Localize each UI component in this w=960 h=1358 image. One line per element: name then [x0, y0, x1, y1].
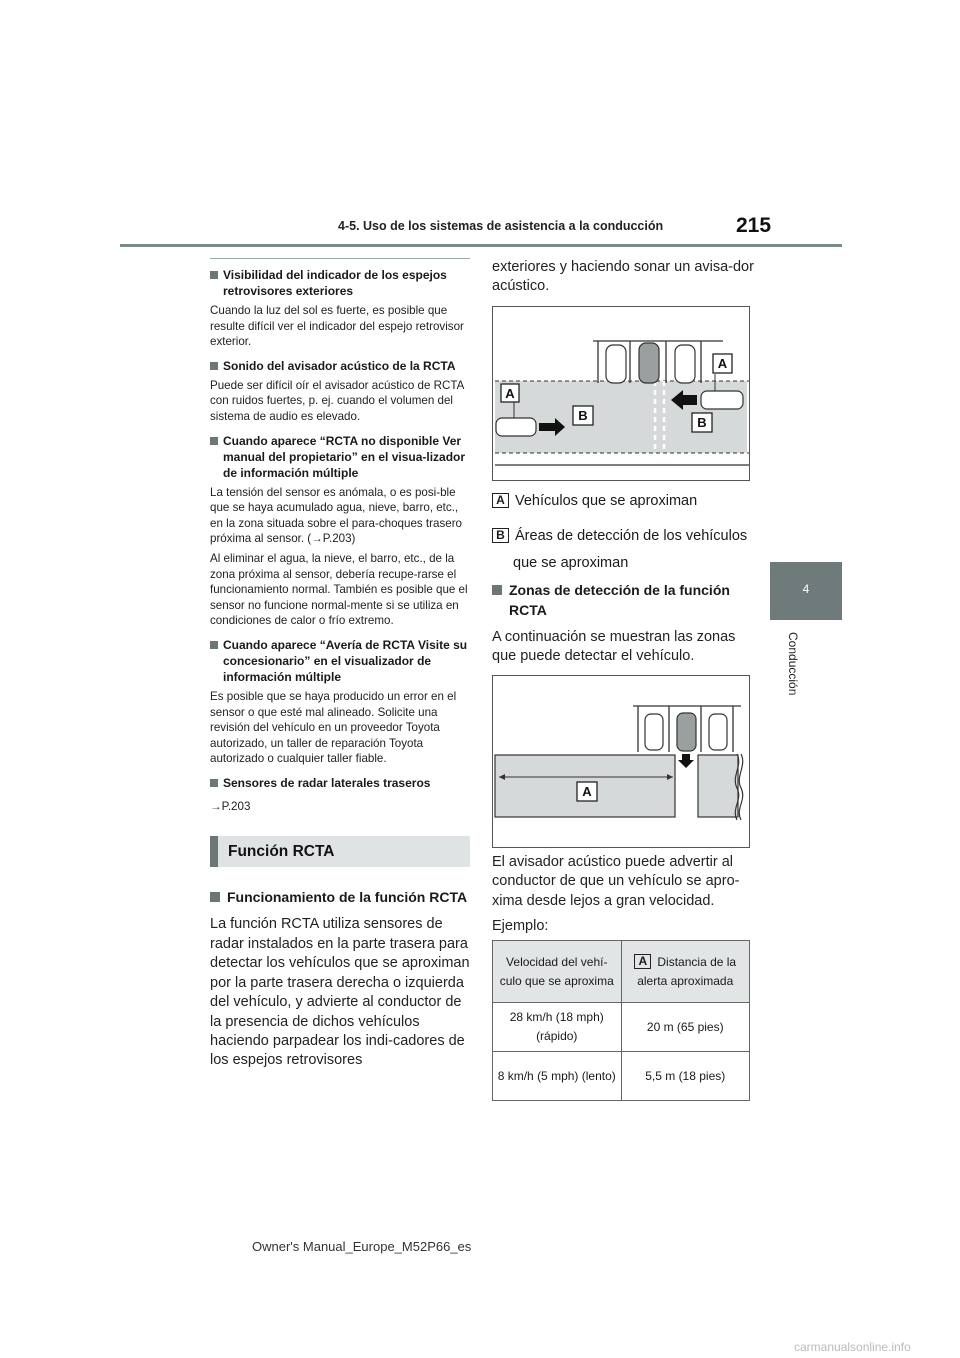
watermark: carmanualsonline.info — [794, 1340, 911, 1354]
table-cell-distance: 20 m (65 pies) — [621, 1003, 750, 1052]
square-bullet-icon — [492, 585, 502, 595]
table-header-row — [493, 941, 750, 1003]
page-reference-link[interactable]: →P.203 — [210, 799, 251, 813]
chapter-tab-number: 4 — [802, 582, 810, 596]
table-row — [493, 1052, 750, 1101]
zones-heading: Zonas de detección de la función RCTA — [492, 580, 754, 620]
section-heading: Función RCTA — [210, 836, 470, 867]
legend-item-b-continued: que se aproximan — [513, 555, 629, 571]
legend-item-a: A Vehículos que se aproximan — [492, 492, 754, 511]
square-bullet-icon — [210, 641, 218, 649]
table-cell-speed: 28 km/h (18 mph) (rápido) — [493, 1003, 622, 1052]
figure-label-a: A — [582, 784, 592, 799]
right-column — [492, 258, 754, 297]
alert-text: El avisador acústico puede advertir al conductor de que un vehículo se apro-xima desde lejos a gran velocidad. — [492, 854, 740, 909]
square-bullet-icon — [210, 779, 218, 787]
table-header-speed: Velocidad del vehí-culo que se aproxima — [493, 941, 622, 1003]
table-cell-distance: 5,5 m (18 pies) — [621, 1052, 750, 1101]
topic-heading: Sensores de radar laterales traseros — [210, 775, 470, 791]
section-title: 4-5. Uso de los sistemas de asistencia a la conducción — [338, 219, 664, 233]
zones-body: A continuación se muestran las zonas que puede detectar el vehículo. — [492, 629, 736, 665]
zones-section — [492, 580, 754, 667]
figure-legend — [492, 492, 754, 573]
footer-text: Owner's Manual_Europe_M52P66_es — [252, 1239, 472, 1254]
chapter-tab — [770, 562, 842, 620]
legend-item-b: B Áreas de detección de los vehículos — [492, 527, 754, 546]
left-column — [210, 258, 470, 1071]
figure-detection-areas — [492, 306, 750, 481]
table-header-distance: A Distancia de la alerta aproximada — [621, 941, 750, 1003]
header-rule — [120, 244, 842, 247]
alert-section — [492, 853, 754, 937]
square-bullet-icon — [210, 362, 218, 370]
function-body: La función RCTA utiliza sensores de radar instalados en la parte trasera para detectar los vehículos que se aproximan por la parte trasera derecha o izquierda del vehículo, y advierte al conductor de la presencia de dichos vehículos haciendo parpadear los indi-cadores de los espejos retrovisores — [210, 916, 470, 1069]
topic-heading: Cuando aparece “Avería de RCTA Visite su concesionario” en el visualizador de información múltiple — [210, 637, 470, 685]
alert-distance-table — [492, 940, 750, 1101]
topic-heading: Visibilidad del indicador de los espejos retrovisores exteriores — [210, 267, 470, 299]
square-bullet-icon — [210, 271, 218, 279]
left-column-rule — [210, 258, 470, 259]
topic-body: Es posible que se haya producido un error en el sensor o que esté mal alineado. Solicite una revisión del vehículo en un proveedor Toyota autorizado, un taller de reparación Toyota autorizado o cualquier taller fiable. — [210, 689, 457, 766]
topic-heading: Cuando aparece “RCTA no disponible Ver manual del propietario” en el visua-lizador de información múltiple — [210, 433, 470, 481]
example-label: Ejemplo: — [492, 918, 549, 935]
square-bullet-icon — [210, 892, 220, 902]
figure-label-a: A — [717, 356, 728, 371]
topic-heading: Sonido del avisador acústico de la RCTA — [210, 358, 470, 374]
table-row — [493, 1003, 750, 1052]
page-number: 215 — [736, 214, 772, 237]
topic-body: Cuando la luz del sol es fuerte, es posible que resulte difícil ver el indicador del espejo retrovisor exterior. — [210, 304, 464, 349]
figure-label-b: B — [697, 415, 707, 430]
figure-label-a: A — [505, 386, 515, 401]
figure-label-b: B — [578, 408, 588, 423]
topic-body: La tensión del sensor es anómala, o es posi-ble que se haya acumulado agua, nieve, barro, etc., en la zona situada sobre el para-choques trasero próxima al sensor. (→P.203) — [210, 485, 462, 546]
table-cell-speed: 8 km/h (5 mph) (lento) — [493, 1052, 622, 1101]
figure-detection-zone — [492, 675, 750, 848]
function-heading: Funcionamiento de la función RCTA — [210, 887, 470, 907]
square-bullet-icon — [210, 437, 218, 445]
topic-body: Puede ser difícil oír el avisador acústico de RCTA con ruidos fuertes, p. ej. cuando el volumen del sistema de audio es elevado. — [210, 378, 464, 423]
topic-body: Al eliminar el agua, la nieve, el barro, etc., de la zona próxima al sensor, debería recupe-rarse el funcionamiento normal. También es posible que el sensor no funcione normal-mente si se utiliza en condiciones de calor o frío extremo. — [210, 551, 468, 628]
continuation-text: exteriores y haciendo sonar un avisa-dor acústico. — [492, 259, 754, 295]
chapter-tab-label: Conducción — [786, 632, 800, 696]
